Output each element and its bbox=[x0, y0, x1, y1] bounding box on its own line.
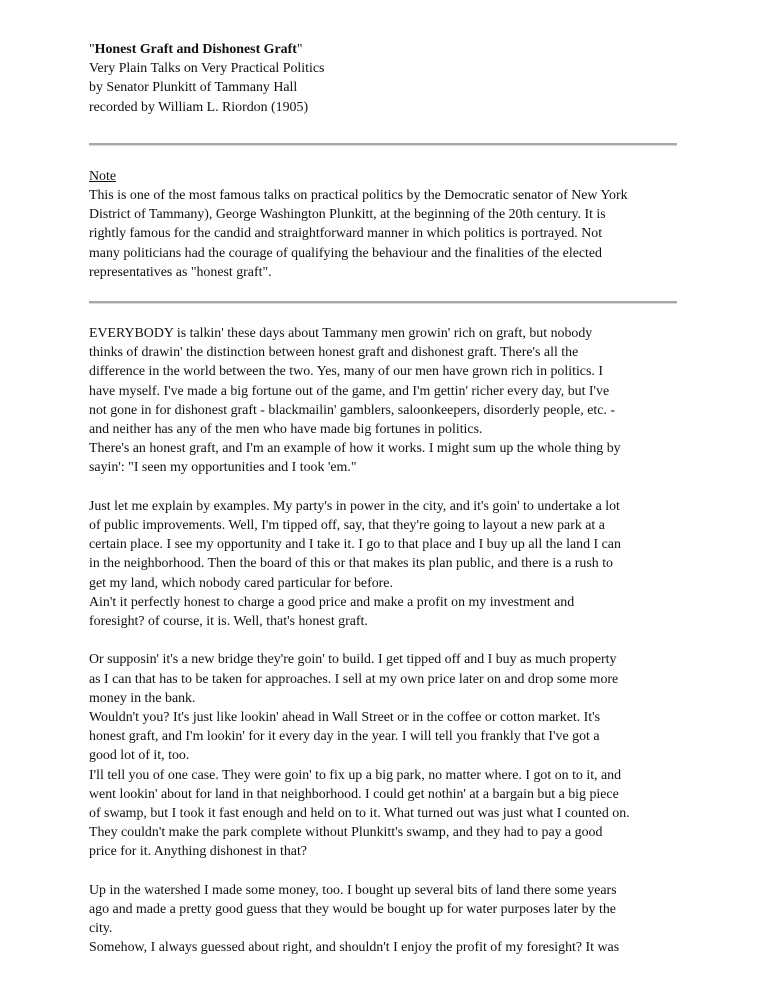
title-close-quote: " bbox=[296, 42, 303, 57]
text-line: ago and made a pretty good guess that they would be bought up for water purposes later by the bbox=[89, 902, 616, 918]
document-page bbox=[89, 40, 691, 958]
text-line: get my land, which nobody cared particular for before. bbox=[89, 575, 393, 591]
text-line: went lookin' about for land in that neighborhood. I could get nothin' at a bargain but a big piece bbox=[89, 786, 619, 802]
note-line: many politicians had the courage of qualifying the behaviour and the finalities of the elected bbox=[89, 245, 603, 261]
text-line: EVERYBODY is talkin' these days about Tammany men growin' rich on graft, but nobody bbox=[89, 326, 593, 342]
paragraph bbox=[89, 497, 691, 631]
text-line: Wouldn't you? It's just like lookin' ahead in Wall Street or in the coffee or cotton market. It's bbox=[89, 710, 601, 726]
text-line: I'll tell you of one case. They were goin' to fix up a big park, no matter where. I got on to it, and bbox=[89, 767, 622, 783]
text-line: Just let me explain by examples. My party's in power in the city, and it's goin' to undertake a lot bbox=[89, 498, 620, 514]
body-text bbox=[89, 324, 691, 958]
text-line: Up in the watershed I made some money, too. I bought up several bits of land there some years bbox=[89, 882, 617, 898]
paragraph bbox=[89, 650, 691, 861]
document-title bbox=[89, 40, 691, 59]
text-line: money in the bank. bbox=[89, 690, 196, 706]
text-line: in the neighborhood. Then the board of this or that makes its plan public, and there is a rush to bbox=[89, 556, 614, 572]
text-line: of public improvements. Well, I'm tipped off, say, that they're going to layout a new park at a bbox=[89, 518, 605, 534]
note-line: This is one of the most famous talks on practical politics by the Democratic senator of New York bbox=[89, 188, 628, 204]
text-line: Or supposin' it's a new bridge they're goin' to build. I get tipped off and I buy as much property bbox=[89, 652, 617, 668]
title-text: Honest Graft and Dishonest Graft bbox=[94, 42, 297, 57]
subtitle-line: Very Plain Talks on Very Practical Politics bbox=[89, 61, 325, 77]
title-open-quote: " bbox=[89, 42, 95, 57]
text-line: sayin': "I seen my opportunities and I took 'em." bbox=[89, 460, 357, 476]
text-line: have myself. I've made a big fortune out of the game, and I'm gettin' richer every day, but I've bbox=[89, 383, 610, 399]
text-line: good lot of it, too. bbox=[89, 748, 190, 764]
text-line: not gone in for dishonest graft - blackmailin' gamblers, saloonkeepers, disorderly people, etc. - bbox=[89, 402, 615, 418]
note-line: representatives as "honest graft". bbox=[89, 264, 272, 280]
text-line: foresight? of course, it is. Well, that's honest graft. bbox=[89, 614, 368, 630]
text-line: They couldn't make the park complete without Plunkitt's swamp, and they had to pay a good bbox=[89, 825, 603, 841]
paragraph bbox=[89, 881, 691, 958]
recorder-line: recorded by William L. Riordon (1905) bbox=[89, 99, 309, 115]
text-line: certain place. I see my opportunity and I take it. I go to that place and I buy up all the land I can bbox=[89, 537, 621, 553]
text-line: as I can that has to be taken for approaches. I sell at my own price later on and drop some more bbox=[89, 671, 619, 687]
text-line: honest graft, and I'm lookin' for it every day in the year. I will tell you frankly that I've got a bbox=[89, 729, 600, 745]
text-line: of swamp, but I took it fast enough and held on to it. What turned out was just what I counted on. bbox=[89, 806, 630, 822]
text-line: difference in the world between the two. Yes, many of our men have grown rich in politics. I bbox=[89, 364, 603, 380]
note-line: District of Tammany), George Washington Plunkitt, at the beginning of the 20th century. It is bbox=[89, 207, 606, 223]
text-line: Somehow, I always guessed about right, and shouldn't I enjoy the profit of my foresight? It was bbox=[89, 940, 620, 956]
text-line: city. bbox=[89, 921, 113, 937]
paragraph bbox=[89, 324, 691, 478]
text-line: Ain't it perfectly honest to charge a good price and make a profit on my investment and bbox=[89, 594, 575, 610]
note-section bbox=[89, 167, 691, 282]
text-line: and neither has any of the men who have made big fortunes in politics. bbox=[89, 422, 483, 438]
note-label: Note bbox=[89, 168, 117, 184]
author-line: by Senator Plunkitt of Tammany Hall bbox=[89, 80, 298, 96]
note-line: rightly famous for the candid and straightforward manner in which politics is portrayed. Not bbox=[89, 226, 603, 242]
document-header bbox=[89, 40, 691, 117]
text-line: There's an honest graft, and I'm an example of how it works. I might sum up the whole thing by bbox=[89, 441, 621, 457]
text-line: price for it. Anything dishonest in that? bbox=[89, 844, 307, 860]
text-line: thinks of drawin' the distinction between honest graft and dishonest graft. There's all the bbox=[89, 345, 579, 361]
